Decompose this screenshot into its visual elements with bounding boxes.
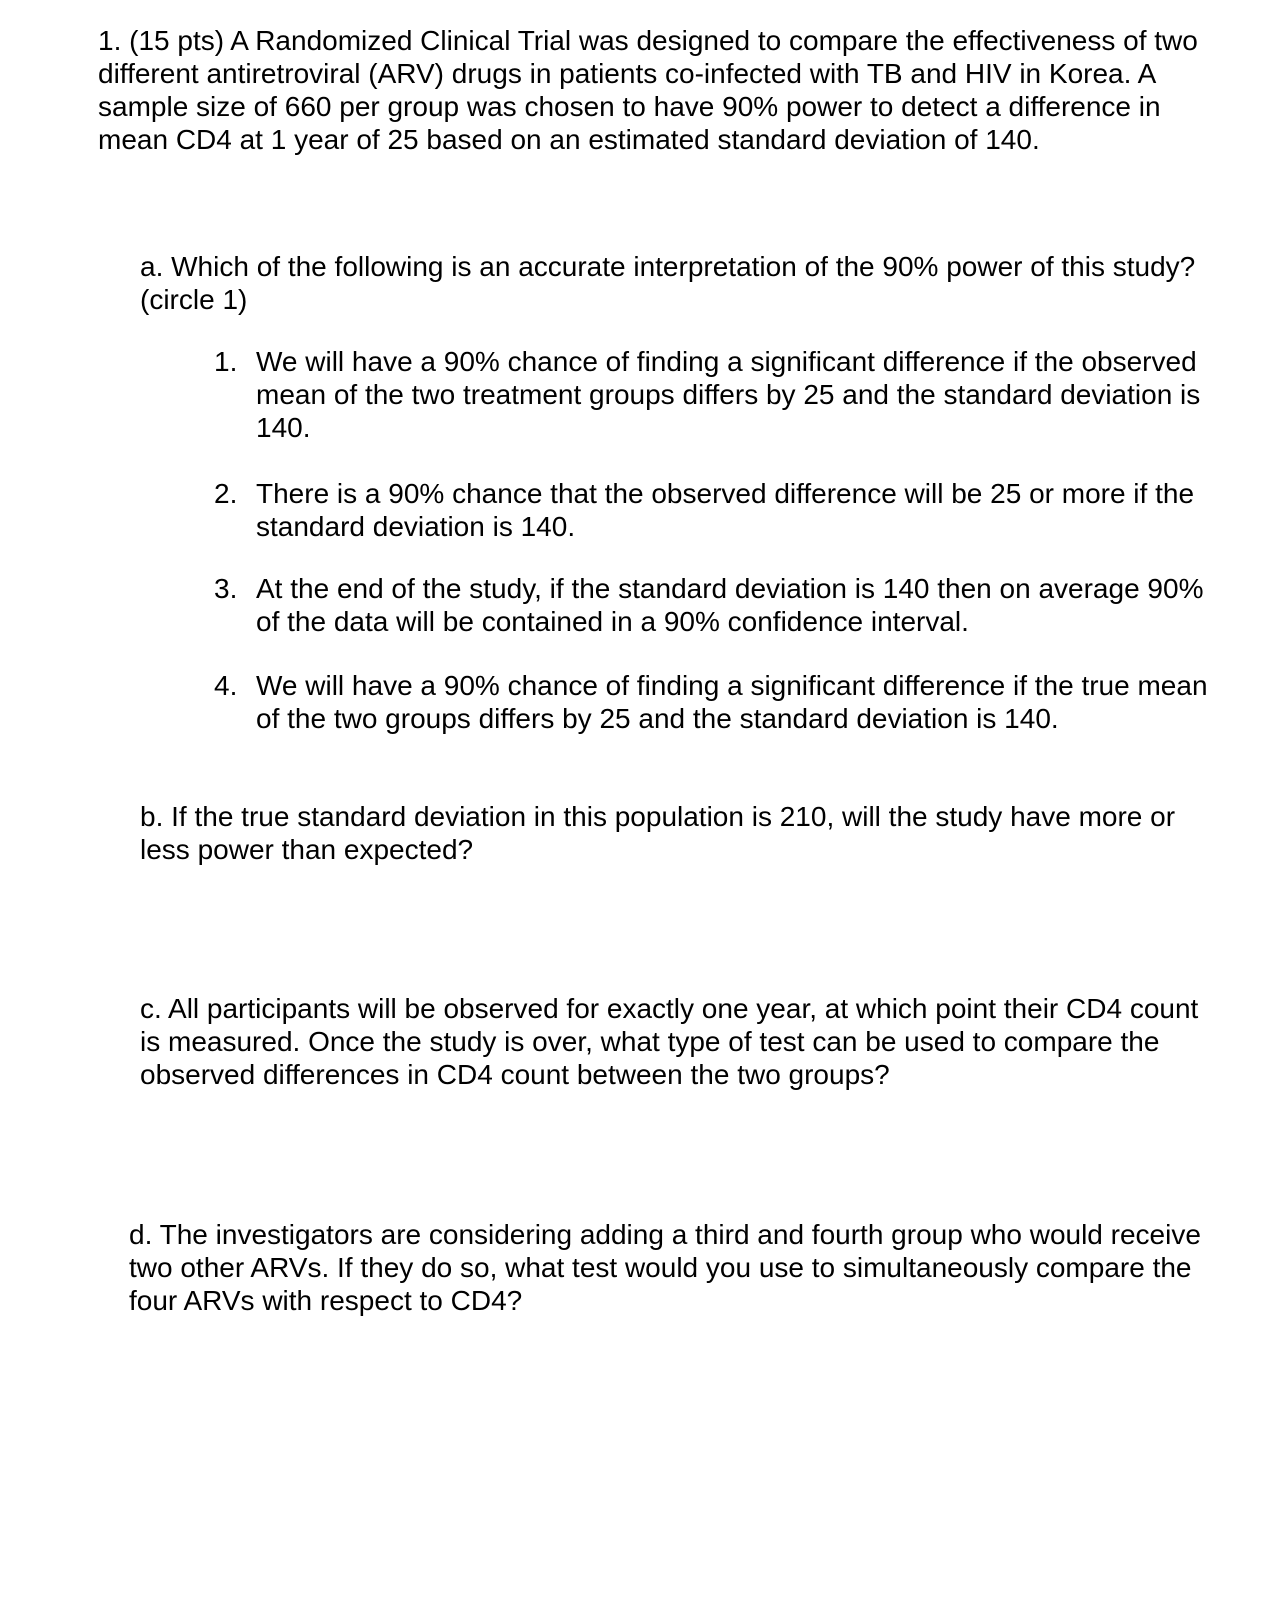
- option-text: We will have a 90% chance of finding a significant difference if the true mean of the two groups differs by 25 and the standard deviation is 140.: [256, 670, 1208, 734]
- question-intro: 1. (15 pts) A Randomized Clinical Trial was designed to compare the effectiveness of two different antiretroviral (ARV) drugs in patients co-infected with TB and HIV in Korea. A sample size of 660 per group was chosen to have 90% power to detect a difference in mean CD4 at 1 year of 25 based on an estimated standard deviation of 140.: [98, 25, 1198, 155]
- option-3[interactable]: [214, 572, 1214, 638]
- option-number: 3.: [214, 573, 238, 604]
- option-number: 1.: [214, 346, 238, 377]
- option-text: We will have a 90% chance of finding a significant difference if the observed mean of the two treatment groups differs by 25 and the standard deviation is 140.: [256, 346, 1201, 443]
- option-1[interactable]: [214, 345, 1214, 444]
- part-a-prompt: a. Which of the following is an accurate interpretation of the 90% power of this study? (circle 1): [140, 251, 1196, 315]
- option-4[interactable]: [214, 669, 1214, 735]
- part-b-prompt: b. If the true standard deviation in this population is 210, will the study have more or less power than expected?: [140, 801, 1176, 865]
- option-text: There is a 90% chance that the observed difference will be 25 or more if the standard deviation is 140.: [256, 478, 1195, 542]
- part-d-prompt: d. The investigators are considering adding a third and fourth group who would receive two other ARVs. If they do so, what test would you use to simultaneously compare the four ARVs with respect to CD4?: [129, 1219, 1201, 1316]
- option-2[interactable]: [214, 477, 1214, 543]
- option-text: At the end of the study, if the standard deviation is 140 then on average 90% of the data will be contained in a 90% confidence interval.: [256, 573, 1204, 637]
- part-c-prompt: c. All participants will be observed for exactly one year, at which point their CD4 count is measured. Once the study is over, what type of test can be used to compare the observed differences in CD4 count between the two groups?: [140, 993, 1199, 1090]
- option-number: 2.: [214, 478, 238, 509]
- option-number: 4.: [214, 670, 238, 701]
